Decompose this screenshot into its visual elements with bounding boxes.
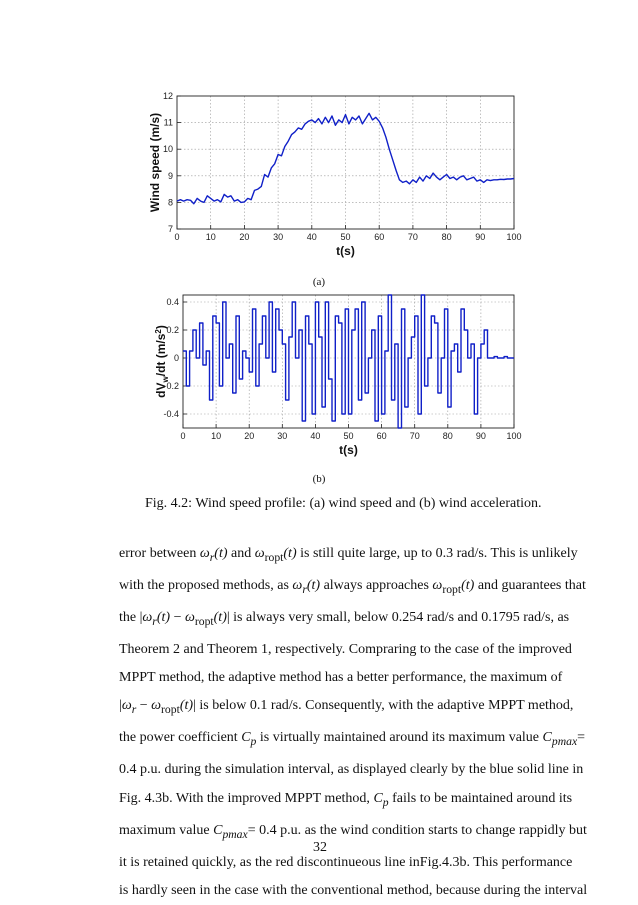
x-tick-label: 20 [244,431,255,441]
x-tick-label: 50 [343,431,354,441]
x-tick-label: 90 [475,232,486,242]
line-3: the $|\omega_r(t) - \omega_{ropt}(t)|$ is always very small, below 0.254 rad/s and 0.1795 rad/s, as [119,610,570,628]
y-tick-label: -0.4 [163,409,179,419]
x-tick-label: 30 [277,431,288,441]
line-2: with the proposed methods, as $\omega_r(t)$ always approaches $\omega_{ropt}(t)$ and guarantees that [119,578,586,596]
x-tick-label: 80 [442,431,453,441]
x-tick-label: 60 [376,431,387,441]
line-10: maximum value $C_{pmax}= 0.4$ p.u. as the wind condition starts to change rappidly but [119,822,587,841]
panel-a-label: (a) [312,276,326,288]
line-4: Theorem 2 and Theorem 1, respectively. Compraring to the case of the improved [119,642,572,657]
line-5: MPPT method, the adaptive method has a better performance, the maximum of [119,670,563,686]
line-11: it is retained quickly, as the red discontinueous line inFig.4.3b. This performance [119,854,573,870]
x-tick-label: 90 [475,431,486,441]
x-tick-label: 100 [506,431,522,441]
line-7: the power coefficient $C_p$ is virtually maintained around its maximum value $C_{pmax}=$ [119,730,586,749]
line-8: 0.4 p.u. during the simulation interval, as displayed clearly by the blue solid line in [119,762,584,778]
x-tick-label: 40 [310,431,321,441]
wind-acceleration-chart [154,295,522,457]
y-tick-label: 8 [167,197,173,208]
wind-speed-chart [148,91,522,258]
figure-caption: Fig. 4.2: Wind speed profile: (a) wind speed and (b) wind acceleration. [145,496,542,511]
y-axis-label: Wind speed (m/s) [148,112,162,213]
y-tick-label: 0.4 [166,297,179,307]
y-tick-label: 12 [162,91,173,101]
x-tick-label: 80 [441,232,452,242]
x-tick-label: 20 [239,232,250,242]
x-axis-label: t(s) [336,244,355,258]
x-tick-label: 70 [407,232,418,242]
x-tick-label: 0 [174,232,180,242]
x-tick-label: 10 [205,232,216,242]
x-tick-label: 70 [409,431,420,441]
y-tick-label: 11 [163,117,173,128]
x-tick-label: 60 [374,232,385,242]
y-tick-label: 10 [162,144,173,155]
line-9: Fig. 4.3b. With the improved MPPT method, $C_p$ fails to be maintained around its [119,790,573,809]
page-number: 32 [313,840,327,855]
x-axis-label: t(s) [339,443,358,457]
y-tick-label: -0.2 [163,381,179,391]
y-tick-label: 9 [167,170,173,181]
y-tick-label: 0.2 [166,325,179,335]
y-tick-label: 7 [167,224,173,234]
series-line [177,113,514,203]
x-tick-label: 10 [211,431,222,441]
panel-b-label: (b) [312,473,326,485]
y-tick-label: 0 [173,353,179,363]
y-axis-label: $dV_w/dt$ $(m/s^2)$ [154,325,170,398]
x-tick-label: 50 [340,232,351,242]
x-tick-label: 30 [273,232,284,242]
x-tick-label: 40 [306,232,317,242]
line-6: $|\omega_r - \omega_{ropt}(t)|$ is below 0.1 rad/s. Consequently, with the adaptive MPPT method, [119,698,574,717]
x-tick-label: 100 [506,232,522,242]
x-tick-label: 0 [180,431,186,441]
line-12: is hardly seen in the case with the conventional method, because during the interval [119,882,588,898]
series-line [183,295,514,428]
line-1: error between $\omega_r(t)$ and $\omega_{ropt}(t)$ is still quite large, up to 0.3 rad/s. This is unlikely [119,546,578,564]
